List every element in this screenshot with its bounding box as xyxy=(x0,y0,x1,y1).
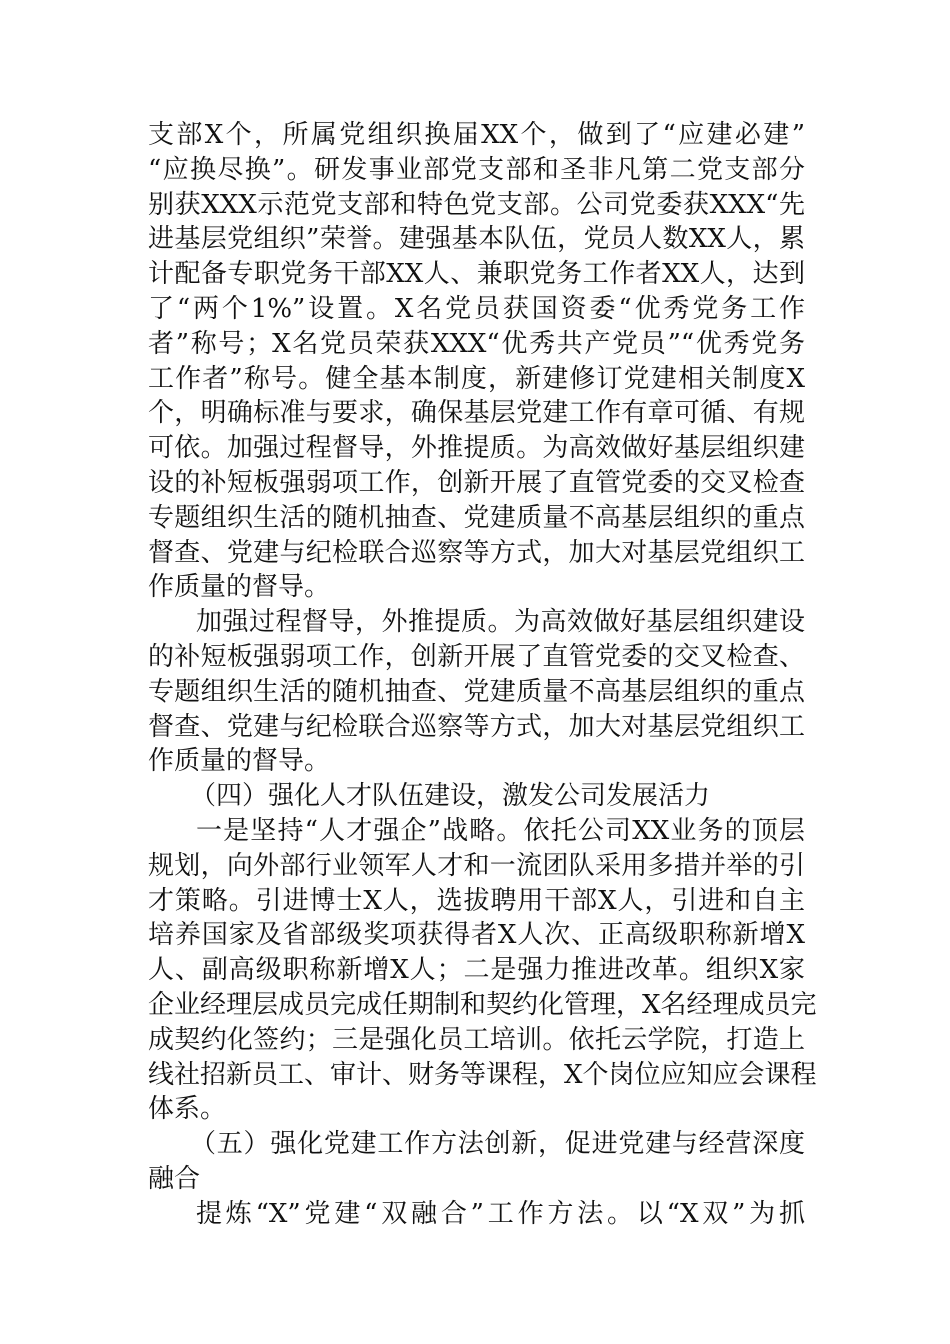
body-text-line: 专题组织生活的随机抽查、党建质量不高基层组织的重点 xyxy=(148,502,805,533)
body-text-line: 个，明确标准与要求，确保基层党建工作有章可循、有规 xyxy=(148,398,805,429)
body-text-line: 作质量的督导。 xyxy=(148,572,331,603)
body-text-line: 工作者”称号。健全基本制度，新建修订党建相关制度X xyxy=(148,363,805,394)
body-text-line: 支部X个，所属党组织换届XX个，做到了“应建必建” xyxy=(148,120,805,150)
body-text-line: 的补短板强弱项工作，创新开展了直管党委的交叉检查、 xyxy=(148,642,805,672)
body-text-line: 督查、党建与纪检联合巡察等方式，加大对基层党组织工 xyxy=(148,711,805,742)
body-text-line: 者”称号；X名党员荣获XXX“优秀共产党员”“优秀党务 xyxy=(148,328,805,359)
body-text-line: 体系。 xyxy=(148,1094,227,1125)
body-text-line: 才策略。引进博士X人，选拔聘用干部X人，引进和自主 xyxy=(148,885,805,916)
body-text-line: 进基层党组织”荣誉。建强基本队伍，党员人数XX人，累 xyxy=(148,224,805,255)
body-text-line: 成契约化签约；三是强化员工培训。依托云学院，打造上 xyxy=(148,1024,805,1055)
body-text-line: 作质量的督导。 xyxy=(148,746,331,777)
body-text-line: 融合 xyxy=(148,1164,201,1194)
body-text-line: 一是坚持“人才强企”战略。依托公司XX业务的顶层 xyxy=(196,816,805,846)
body-text-line: 设的补短板强弱项工作，创新开展了直管党委的交叉检查 xyxy=(148,468,805,498)
body-text-line: 线社招新员工、审计、财务等课程，X个岗位应知应会课程 xyxy=(148,1059,817,1090)
body-text-line: 加强过程督导，外推提质。为高效做好基层组织建设 xyxy=(196,607,805,638)
body-text-line: 企业经理层成员完成任期制和契约化管理，X名经理成员完 xyxy=(148,990,817,1020)
body-text-line: 提炼“X”党建“双融合”工作方法。以“X双”为抓 xyxy=(196,1198,805,1229)
body-text-line: 别获XXX示范党支部和特色党支部。公司党委获XXX“先 xyxy=(148,189,805,220)
body-text-line: “应换尽换”。研发事业部党支部和圣非凡第二党支部分 xyxy=(148,154,805,185)
body-text-line: 可依。加强过程督导，外推提质。为高效做好基层组织建 xyxy=(148,433,805,464)
section-heading-line: （四）强化人才队伍建设，激发公司发展活力 xyxy=(190,781,711,812)
body-text-line: 了“两个1%”设置。X名党员获国资委“优秀党务工作 xyxy=(148,294,805,324)
body-text-line: 培养国家及省部级奖项获得者X人次、正高级职称新增X xyxy=(148,920,805,951)
body-text-line: 规划，向外部行业领军人才和一流团队采用多措并举的引 xyxy=(148,850,805,881)
body-text-line: 督查、党建与纪检联合巡察等方式，加大对基层党组织工 xyxy=(148,537,805,568)
section-heading-line: （五）强化党建工作方法创新，促进党建与经营深度 xyxy=(190,1129,805,1160)
body-text-line: 人、副高级职称新增X人；二是强力推进改革。组织X家 xyxy=(148,955,805,986)
body-text-line: 专题组织生活的随机抽查、党建质量不高基层组织的重点 xyxy=(148,676,805,707)
body-text-line: 计配备专职党务干部XX人、兼职党务工作者XX人，达到 xyxy=(148,259,805,290)
